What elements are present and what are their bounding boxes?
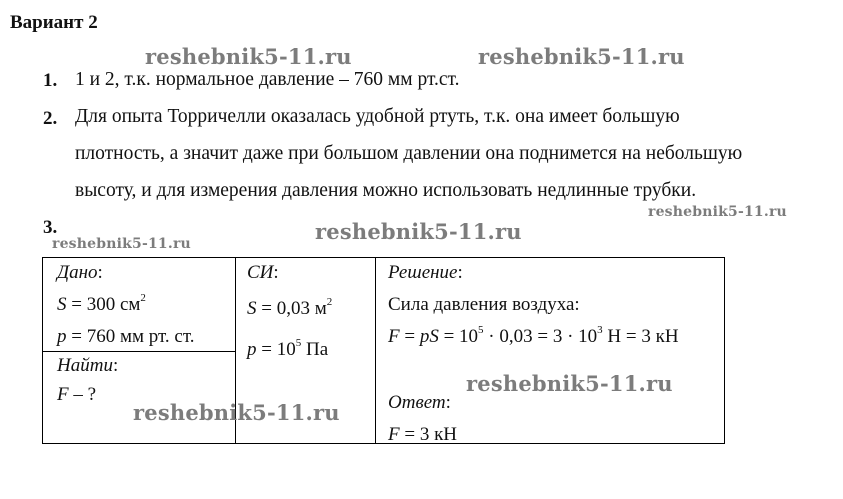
answer-header: Ответ: <box>388 392 451 413</box>
watermark-5: reshebnik5-11.ru <box>52 236 191 252</box>
answer-value: F = 3 кН <box>388 424 458 445</box>
given-pressure: p = 760 мм рт. ст. <box>57 326 195 347</box>
item-1-number: 1. <box>43 70 58 91</box>
si-header: СИ: <box>247 262 279 283</box>
watermark-7: reshebnik5-11.ru <box>133 400 340 425</box>
solution-formula: F = pS = $10^5 \cdot 0,03 = 3 \cdot 10^3$ Н = 3 кН <box>388 324 679 347</box>
watermark-1: reshebnik5-11.ru <box>145 44 352 69</box>
watermark-4: reshebnik5-11.ru <box>315 219 522 244</box>
item-2-number: 2. <box>43 108 58 129</box>
item-2-line-3: высоту, и для измерения давления можно использовать недлинные трубки. <box>75 180 697 201</box>
watermark-2: reshebnik5-11.ru <box>478 44 685 69</box>
find-force: F – ? <box>57 384 97 405</box>
item-2-line-2: плотность, а значит даже при большом давлении она поднимется на небольшую <box>75 143 743 164</box>
solution-header: Решение: <box>388 262 463 283</box>
si-area: S = 0,03 $м^2$ <box>247 296 333 319</box>
given-header: Дано: <box>57 262 103 283</box>
find-header: Найти: <box>57 355 119 376</box>
table-divider-given-find <box>43 351 235 352</box>
item-1-text: 1 и 2, т.к. нормальное давление – 760 мм рт.ст. <box>75 69 460 90</box>
item-2-line-1: Для опыта Торричелли оказалась удобной ртуть, т.к. она имеет большую <box>75 106 680 127</box>
watermark-3: reshebnik5-11.ru <box>648 204 787 220</box>
given-area: S = 300 $см^2$ <box>57 292 146 315</box>
item-3-number: 3. <box>43 217 58 238</box>
watermark-6: reshebnik5-11.ru <box>466 371 673 396</box>
solution-text: Сила давления воздуха: <box>388 294 580 315</box>
page-title: Вариант 2 <box>10 12 98 33</box>
table-divider-2 <box>375 258 376 443</box>
si-pressure: $p = 10^5$ Па <box>247 337 329 360</box>
